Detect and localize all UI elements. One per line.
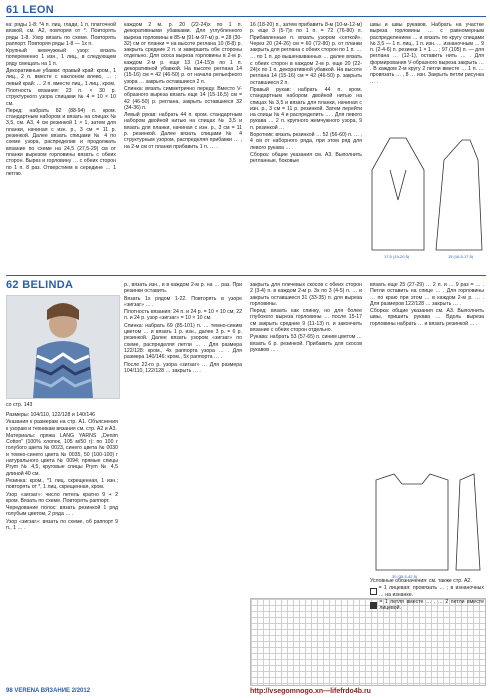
leon-pattern-schematic <box>362 130 486 260</box>
belinda-column-3 <box>250 282 362 354</box>
legend-text: = 1 лицевая: провязать … ; в изнаночных … на изнанке. <box>378 585 484 598</box>
text-paragraph: швы и швы рукавов. Набрать на участке выреза горловины … с равномерным распределением … и вязать по кругу спицами № 3,5 — 1 п. лиц., 1 п. изн. … изнаночным … 9 п. (2-4-6) п. резинки 1 × 1 … ; 97 (105) п. — для реглана … (12-1), оставить нить … . Для формирования V-образного выреза закрыть … . В каждом 2-м кругу 2 петли вместе … 1 п. … провязать … , 8 … изн. Закрыть петли рисунка … . <box>370 22 484 85</box>
legend <box>370 578 484 612</box>
legend-text: = 1 петля вместе … , … 2 петли вместе лицевой. <box>379 598 484 612</box>
text-paragraph: Вязать 1х рядом 1-22. Повторять в узоре «зигзаг» … . <box>124 295 242 308</box>
text-paragraph: Плотность вязания: 23 п. × 30 р. структурного узора спицами № 4 = 10 × 10 см. <box>6 87 116 107</box>
text-paragraph: ка: ряды 1-8: *4 п. лиц. глади, 1 п. платочной вязкой, см. А2, повторяя от *. Повторять ряды 1-8. Узор вязать по схеме. Повторять раппорт. Повторяя ряды 1-8 — 1x п. <box>6 22 116 47</box>
text-paragraph: Левый рукав: набрать 44 п. кром. стандартным набором двойной нитью на спицах № 3,5 и вязать для планки, начиная с изн. р., 3 см = 11 р. резинкой. Далее вязать спицами № 4 структурным узором, распределяя прибавки … , на 2-м см от планки прибавить 1 п. … . <box>124 112 242 150</box>
source-url[interactable] <box>250 688 371 695</box>
leon-column-4 <box>370 22 484 86</box>
plus-icon <box>370 588 377 595</box>
text-paragraph: вязать еще 25 (27-29) … 2 п. и … 9 раз = … . Петли оставить на спице … . Для горловины … по краю при этом … в каждом 2-м р. … . Для размеров 122/128 … закрыть … . <box>370 282 484 307</box>
text-paragraph: Правый рукав: набрать 44 п. кром. стандартным набором двойной нитью на спицах № 3,5 и вязать для планки, начиная с изн. р., 3 см = 11 р. резинкой. Затем перейти на спицы № 4 и распределить … . Для левого рукава … 2 п. крупного жемчужного узора, 9 п. резинкой … <box>250 86 362 131</box>
text-paragraph: Материалы: пряжа LANG YARNS „Denim Cotton" (100% хлопок, 105 м/50 г): по 100 г голубого цвета № 0023, синего цвета № 0030 и темно-синего цвета № 0035, 50 (100-100) г натурального цвета № 0094; прямые спицы Prym № 4,5, круговые спицы Prym № 4,5 длиной 40 см. <box>6 432 118 477</box>
text-paragraph: Воротник: вязать резинкой … 52 (56-60) п. … , 4 см от наборного ряда, при этом ряд для левого рукава … . <box>250 132 362 151</box>
sleeve-outline <box>456 474 480 570</box>
text-paragraph: После 22-го р. узора «зигзаг» … Для размера 104/110, 122/128 … закрыть … . <box>124 361 242 374</box>
text-paragraph: Спинка: набрать 69 (85-101) п. … темно-синим цветом … и вязать 1 р. изн., далее 3 р. = 6 р. резинкой. Далее вязать узором «зигзаг» по схеме, распределяя петли … . Для размера 122/128: кром., 4x раппорта узора … . Для размера 140/146: кром., 5x раппорта … . <box>124 322 242 361</box>
text-paragraph: Размеры: 104/110, 122/128 и 140/146 <box>6 412 95 418</box>
text-paragraph: Сборка: общие указания см. А3. Выполнить швы, пришить рукава … Вдоль выреза горловины набрать … и вязать резинкой … . <box>370 308 484 327</box>
belinda-column-4 <box>370 282 484 328</box>
front-piece-outline <box>372 138 424 250</box>
belinda-column-2 <box>124 282 242 375</box>
text-paragraph: Указания к размерам на стр. А1. Объяснения к узорам и техникам вязания см. стр. А2 и А3. <box>6 419 118 432</box>
leon-column-1 <box>6 22 116 178</box>
section-title-belinda: 62 BELINDA <box>6 279 74 291</box>
v-neck-line <box>390 170 406 200</box>
text-paragraph: Узор «зигзаг»: число петель кратно 9 + 2 кром. Вязать по схеме. Повторять раппорт. <box>6 491 118 504</box>
belinda-column-1 <box>6 412 118 532</box>
sleeve-outline <box>436 140 482 250</box>
photo-caption: со стр. 143 <box>6 402 33 408</box>
section-divider <box>6 275 486 276</box>
dimension-label: 30 (35,5-42,5) <box>392 574 418 579</box>
dimension-label: 15 (16,5-17,5) <box>448 254 474 259</box>
text-paragraph: Перед: набрать 82 (88-94) п. кром. стандартным набором и вязать на спицах № 3,5, см. А3, 4 см резинкой 1 × 1, затем для планки, начиная с изн. р., 3 см = 11 р. резинкой. Далее вязать спицами № 4 по схеме узора, распределив и продолжать вязание по схеме на 24,5 (27,5-29) см от планки вырезом горловины вязать с обеих сторон. Вырез и горловину … с обеих сторон по 1 п. 8 раз. Отверстием в середине … 1 петлю. <box>6 107 116 177</box>
text-paragraph: р., вязать изн., и в каждом 2-м р. на … раз. При резинки оставить. <box>124 282 242 295</box>
model-photo <box>6 295 120 399</box>
section-title-leon: 61 LEON <box>6 4 54 16</box>
text-paragraph: Перед: вязать как спинку, но для более глубокого выреза горловины … после 15-17 см закрыть средние 9 (11-13) п. и закончить вязание с обеих сторон отдельно. <box>250 308 362 334</box>
page-number: 98 <box>6 688 13 694</box>
text-paragraph: Рукава: набрать 53 (57-65) п. синим цветом … вязать 6 р. резинкой. Прибавить для скосов рукавов … . <box>250 334 362 353</box>
magazine-name: VERENA ВЯЗАНИЕ 2/2012 <box>14 688 91 694</box>
text-paragraph: … по 1 п. до вышеназванных … далее вязать с обеих сторон в каждом 2-м р. еще 20 (22-24)x по 1 п. декоративной убавкой. На высоте реглана 14 (15-16) см = 42 (46-50) р. закрыть оставшиеся 2 п. <box>250 54 362 86</box>
leon-column-3 <box>250 22 362 166</box>
source-url-text[interactable]: http://vsegomnogo.xn—lifefrdo4b.ru <box>250 688 371 695</box>
text-paragraph: Чередование полос: вязать резинкой 1 ряд голубым цветом, 2 ряда … . <box>6 505 118 518</box>
belinda-pattern-schematic <box>362 460 486 580</box>
dimension-label: 17,5 (19-20,5) <box>384 254 410 259</box>
child-sweater-photo <box>7 296 119 398</box>
legend-row <box>370 585 484 598</box>
minus-icon <box>370 602 377 609</box>
text-paragraph: Спинка: вязать симметрично переду. Вместо V-образного выреза вязать еще 14 (15-16,5) см = 42 (46-50) р. реглана, закрыть оставшиеся 32 (34-36) п. <box>124 85 242 111</box>
text-paragraph: каждом 2 м. р. 20 (22-24)x по 1 п. декоративными убавками. Для углубленного выреза горловины в 85-м (91-м-97-м) р. = 28 (30-32) см от планки = на высоте реглана 10 (8-8) р. закрыть средние 2 п. и завершить обе стороны отдельно. Для скоса выреза горловины в 2-м р. каждом 2-м р. еще 13 (14-15)x по 1 п. декоративной убавкой. На высоте реглана 14 (15-16) см = 42 (46-50) р. от начала рельефного узора … закрыть оставшиеся 2 п. <box>124 22 243 85</box>
text-paragraph: Резинка: кром., *1 лиц. скрещенная, 1 изн.; повторять от *, 1 лиц. скрещенная, кром. <box>6 477 118 491</box>
text-paragraph: закрыть для плечевых скосов с обеих сторон 2 (3-4) п. в каждом 2-м р. 3x по 3 (4-5) п. … и закрыть оставшиеся 31 (33-35) п. для выреза горловины. <box>250 282 362 307</box>
text-paragraph: 16 (18-20) п., затем прибавить 8-м (10-м-12-м) р. еще 3 (5-7)x по 1 п. = 72 (76-80) п. Прибавленные п. вязать узором «сеткой». Через 20 (24-26) см = 60 (72-80) р. от планки закрыть для реглана с обеих сторон по 1 п. … <box>250 22 362 54</box>
text-paragraph: Узор «зигзаг»: вязать по схеме, об раппорт 9 п., 1 … . <box>6 518 118 532</box>
legend-row <box>370 599 484 612</box>
text-paragraph: Плотность вязания: 24 п. и 24 р. = 10 × 10 см; 22 п. и 24 р. узор «зигзаг» = 10 × 10 см. <box>124 309 242 322</box>
leon-column-2 <box>124 22 242 151</box>
text-paragraph: Крупный жемчужный узор: вязать попеременно 1 изн., 1 лиц., в следующем ряду смещать на 1 п. <box>6 48 116 67</box>
body-piece-outline <box>376 474 448 570</box>
page-footer <box>6 688 90 694</box>
section-divider <box>6 16 486 17</box>
text-paragraph: Сборка: общие указания см. А3. Выполнить регланные, боковые <box>250 151 362 165</box>
text-paragraph: Декоративные убавки: правый край: кром., 1 лиц., 2 п. вместе с наклоном влево, … ; левый край: … 2 п. вместе лиц., 1 лиц., кром. <box>6 68 116 87</box>
legend-title: Условные обозначения: см. также стр. А2. <box>370 578 472 584</box>
